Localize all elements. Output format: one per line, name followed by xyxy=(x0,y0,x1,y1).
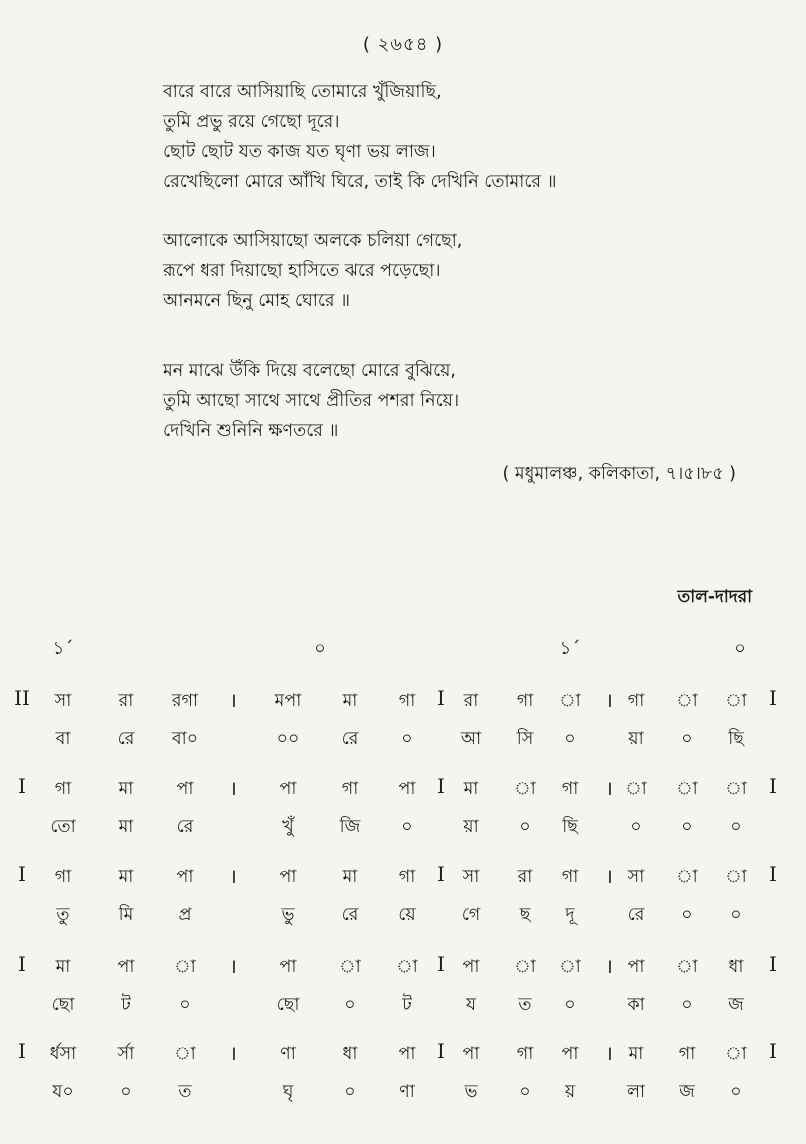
swara-note: া xyxy=(725,779,747,799)
bar-line: I xyxy=(769,774,777,798)
bar-line: । xyxy=(229,954,237,978)
lyric-syllable: আ xyxy=(460,729,482,749)
bar-line: । xyxy=(605,864,613,888)
swara-note: া xyxy=(396,957,418,977)
lyric-syllable: ০ xyxy=(730,1082,742,1102)
lyric-syllable: রে xyxy=(341,729,359,749)
bar-line: । xyxy=(229,688,237,712)
beat-marker: ১´ xyxy=(559,638,581,659)
swara-note: গা xyxy=(516,1044,534,1064)
swara-note: া xyxy=(725,1044,747,1064)
notation-row xyxy=(0,1035,806,1125)
bar-line: I xyxy=(437,1039,445,1063)
lyric-syllable: ০০ xyxy=(276,729,300,749)
swara-note: পা xyxy=(462,1044,480,1064)
lyric-syllable: ০ xyxy=(730,905,742,925)
lyric-syllable: রে xyxy=(341,905,359,925)
lyric-syllable: রে xyxy=(176,817,194,837)
lyric-syllable: ট xyxy=(121,995,131,1015)
swara-note: মপা xyxy=(274,691,302,711)
swara-note: পা xyxy=(627,957,645,977)
swara-note: গা xyxy=(54,867,72,887)
swara-note: পা xyxy=(176,779,194,799)
lyric-syllable: ০ xyxy=(564,729,576,749)
lyric-syllable: ০ xyxy=(519,817,531,837)
swara-note: া xyxy=(559,957,581,977)
lyric-syllable: ছো xyxy=(51,995,75,1015)
lyric-syllable: ০ xyxy=(344,1082,356,1102)
poem-line: বারে বারে আসিয়াছি তোমারে খুঁজিয়াছি, xyxy=(163,82,442,102)
swara-note: গা xyxy=(561,867,579,887)
swara-note: র্ধসা xyxy=(49,1044,77,1064)
lyric-syllable: ০ xyxy=(630,817,642,837)
lyric-syllable: জ xyxy=(728,995,744,1015)
bar-line: । xyxy=(605,688,613,712)
lyric-syllable: সি xyxy=(516,729,534,749)
page-number: ( ২৬৫৪ ) xyxy=(362,34,444,55)
bar-line: । xyxy=(229,864,237,888)
stanza-1 xyxy=(163,77,556,197)
lyric-syllable: খুঁ xyxy=(282,817,294,837)
swara-note: া xyxy=(676,691,698,711)
beat-marker: ০ xyxy=(734,638,746,659)
bar-line: I xyxy=(437,686,445,710)
swara-note: া xyxy=(559,691,581,711)
poem-line: দেখিনি শুনিনি ক্ষণতরে ॥ xyxy=(163,421,339,441)
lyric-syllable: ০ xyxy=(564,995,576,1015)
lyric-syllable: ছি xyxy=(728,729,744,749)
notation-row xyxy=(0,858,806,948)
swara-note: া xyxy=(514,957,536,977)
swara-note: মা xyxy=(55,957,71,977)
lyric-syllable: ভু xyxy=(281,905,295,925)
poem-line: আলোকে আসিয়াছো অলকে চলিয়া গেছো, xyxy=(163,231,463,251)
swara-note: মা xyxy=(628,1044,644,1064)
swara-note: মা xyxy=(118,867,134,887)
bar-line: । xyxy=(229,776,237,800)
swara-note: া xyxy=(339,957,361,977)
swara-note: সা xyxy=(627,867,645,887)
bar-line: I xyxy=(18,952,26,976)
stanza-3 xyxy=(163,356,459,446)
swara-note: া xyxy=(625,779,647,799)
beat-marker: ১´ xyxy=(52,638,74,659)
lyric-syllable: য়ে xyxy=(398,905,416,925)
bar-line: I xyxy=(18,774,26,798)
lyric-syllable: ছো xyxy=(276,995,300,1015)
swara-note: গা xyxy=(341,779,359,799)
lyric-syllable: মি xyxy=(118,905,134,925)
lyric-syllable: ০ xyxy=(681,995,693,1015)
swara-note: পা xyxy=(398,1044,416,1064)
swara-note: ণা xyxy=(280,1044,296,1064)
lyric-syllable: ০ xyxy=(401,729,413,749)
lyric-syllable: ০ xyxy=(179,995,191,1015)
swara-note: মা xyxy=(463,779,479,799)
lyric-syllable: য়া xyxy=(463,817,479,837)
swara-note: ধা xyxy=(342,1044,358,1064)
bar-line: I xyxy=(18,1039,26,1063)
swara-note: গা xyxy=(398,691,416,711)
swara-note: গা xyxy=(516,691,534,711)
lyric-syllable: তু xyxy=(56,905,70,925)
bar-line: II xyxy=(14,686,30,710)
swara-note: া xyxy=(676,867,698,887)
swara-note: রা xyxy=(118,691,134,711)
swara-note: া xyxy=(514,779,536,799)
lyric-syllable: ০ xyxy=(519,1082,531,1102)
swara-note: মা xyxy=(342,867,358,887)
lyric-syllable: য়া xyxy=(628,729,644,749)
swara-note: া xyxy=(676,957,698,977)
swara-note: া xyxy=(676,779,698,799)
swara-note: সা xyxy=(462,867,480,887)
swara-note: পা xyxy=(462,957,480,977)
swara-note: রগা xyxy=(171,691,199,711)
lyric-syllable: কা xyxy=(627,995,645,1015)
poem-line: ছোট ছোট যত কাজ যত ঘৃণা ভয় লাজ। xyxy=(163,142,436,162)
lyric-syllable: ত xyxy=(178,1082,192,1102)
swara-note: পা xyxy=(176,867,194,887)
swara-note: া xyxy=(174,1044,196,1064)
lyric-syllable: বা xyxy=(55,729,71,749)
swara-note: মা xyxy=(118,779,134,799)
lyric-syllable: রে xyxy=(117,729,135,749)
swara-note: র্সা xyxy=(117,1044,135,1064)
swara-note: গা xyxy=(627,691,645,711)
bar-line: । xyxy=(605,954,613,978)
lyric-syllable: মা xyxy=(118,817,134,837)
bar-line: I xyxy=(769,686,777,710)
lyric-syllable: ঘৃ xyxy=(282,1082,294,1102)
lyric-syllable: ছি xyxy=(562,817,578,837)
swara-note: পা xyxy=(279,779,297,799)
notation-row xyxy=(0,770,806,860)
lyric-syllable: ০ xyxy=(344,995,356,1015)
lyric-syllable: য০ xyxy=(52,1082,74,1102)
swara-note: পা xyxy=(279,957,297,977)
swara-note: পা xyxy=(117,957,135,977)
bar-line: I xyxy=(437,774,445,798)
tala-label: তাল-দাদরা xyxy=(677,587,752,607)
bar-line: । xyxy=(229,1041,237,1065)
lyric-syllable: গে xyxy=(461,905,481,925)
lyric-syllable: ণা xyxy=(399,1082,415,1102)
bar-line: । xyxy=(605,776,613,800)
lyric-syllable: ০ xyxy=(681,729,693,749)
bar-line: I xyxy=(769,1039,777,1063)
lyric-syllable: য xyxy=(465,995,477,1015)
notation-row xyxy=(0,948,806,1038)
swara-note: রা xyxy=(463,691,479,711)
bar-line: I xyxy=(769,952,777,976)
swara-note: পা xyxy=(561,1044,579,1064)
lyric-syllable: ট xyxy=(402,995,412,1015)
swara-note: রা xyxy=(517,867,533,887)
lyric-syllable: প্র xyxy=(178,905,192,925)
lyric-syllable: য় xyxy=(564,1082,576,1102)
swara-note: া xyxy=(725,691,747,711)
lyric-syllable: ভ xyxy=(464,1082,478,1102)
lyric-syllable: রে xyxy=(627,905,645,925)
swara-note: া xyxy=(725,867,747,887)
poem-line: রূপে ধরা দিয়াছো হাসিতে ঝরে পড়েছো। xyxy=(163,261,441,281)
swara-note: গা xyxy=(678,1044,696,1064)
beat-marker: ০ xyxy=(314,638,326,659)
poem-line: তুমি প্রভু রয়ে গেছো দূরে। xyxy=(163,112,340,132)
lyric-syllable: ছ xyxy=(519,905,531,925)
poem-line: তুমি আছো সাথে সাথে প্রীতির পশরা নিয়ে। xyxy=(163,391,460,411)
lyric-syllable: বা০ xyxy=(171,729,199,749)
lyric-syllable: ০ xyxy=(401,817,413,837)
lyric-syllable: জ xyxy=(679,1082,695,1102)
citation: ( মধুমালঞ্চ, কলিকাতা, ৭।৫।৮৫ ) xyxy=(502,464,736,484)
lyric-syllable: লা xyxy=(626,1082,646,1102)
bar-line: I xyxy=(437,862,445,886)
swara-note: মা xyxy=(342,691,358,711)
swara-note: পা xyxy=(398,779,416,799)
lyric-syllable: জি xyxy=(339,817,361,837)
stanza-2 xyxy=(163,226,462,316)
swara-note: সা xyxy=(54,691,72,711)
swara-note: গা xyxy=(398,867,416,887)
lyric-syllable: ০ xyxy=(120,1082,132,1102)
poem-line: মন মাঝে উঁকি দিয়ে বলেছো মোরে বুঝিয়ে, xyxy=(163,361,456,381)
swara-note: ধা xyxy=(728,957,744,977)
swara-note: পা xyxy=(279,867,297,887)
lyric-syllable: ত xyxy=(518,995,532,1015)
notation-row xyxy=(0,682,806,772)
swara-note: া xyxy=(174,957,196,977)
lyric-syllable: তো xyxy=(50,817,76,837)
bar-line: I xyxy=(769,862,777,886)
swara-note: গা xyxy=(54,779,72,799)
bar-line: I xyxy=(18,862,26,886)
bar-line: । xyxy=(605,1041,613,1065)
swara-note: গা xyxy=(561,779,579,799)
poem-line: রেখেছিলো মোরে আঁখি ঘিরে, তাই কি দেখিনি তোমারে ॥ xyxy=(163,172,557,192)
poem-line: আনমনে ছিনু মোহ ঘোরে ॥ xyxy=(163,291,350,311)
lyric-syllable: ০ xyxy=(681,905,693,925)
bar-line: I xyxy=(437,952,445,976)
lyric-syllable: দূ xyxy=(565,905,575,925)
lyric-syllable: ০ xyxy=(681,817,693,837)
lyric-syllable: ০ xyxy=(730,817,742,837)
